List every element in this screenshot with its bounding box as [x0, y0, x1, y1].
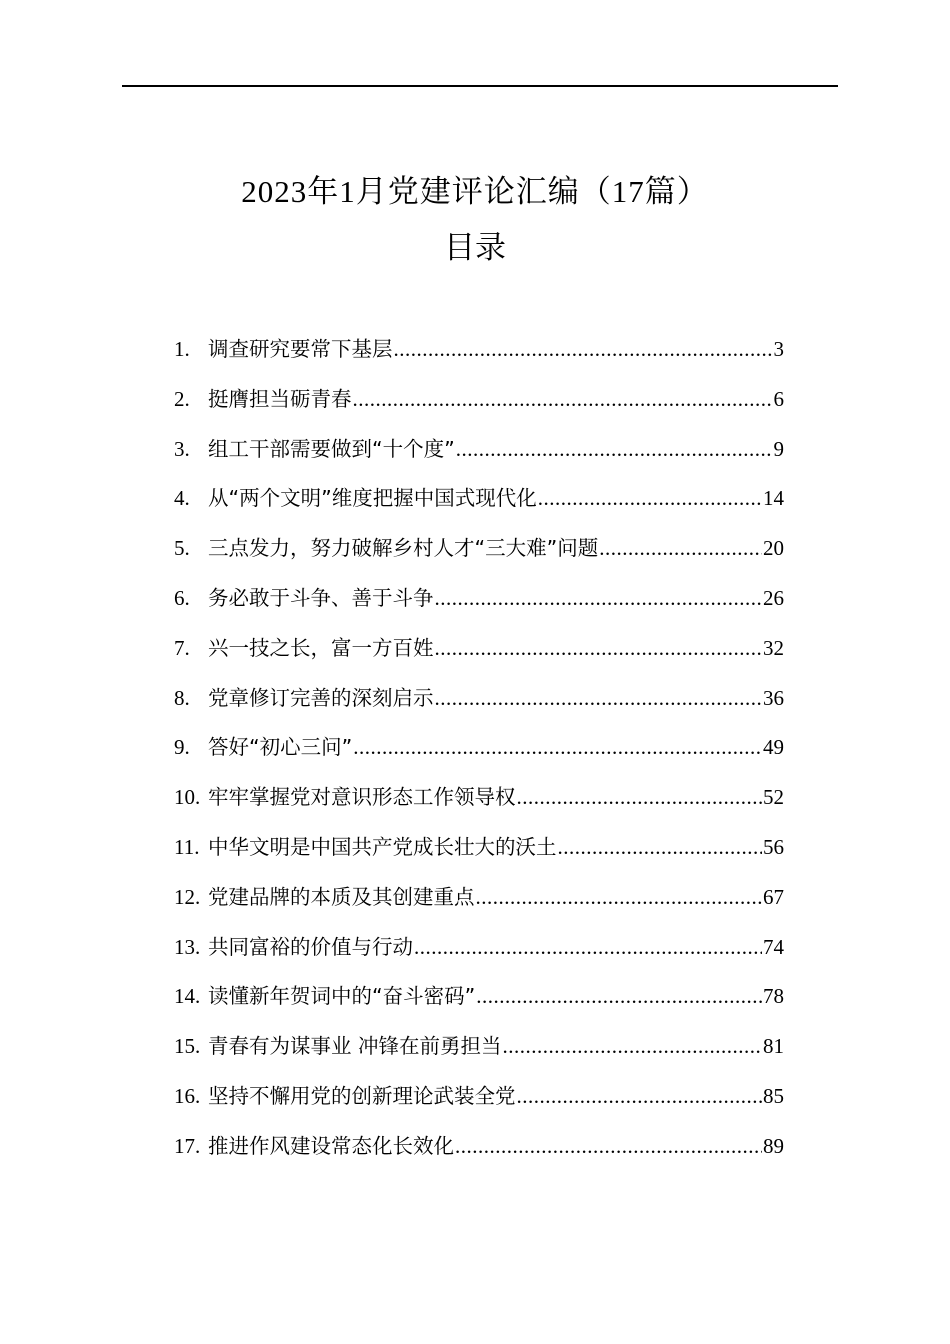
toc-dot-leader [476, 976, 762, 1016]
toc-dot-leader [455, 1126, 762, 1166]
toc-entry-number: 1. [174, 337, 190, 361]
toc-entry-page-number: 67 [763, 884, 784, 909]
toc-entry-title: 务必敢于斗争、善于斗争 [208, 585, 434, 610]
toc-dot-leader [435, 628, 763, 668]
toc-entry-page-number: 14 [763, 486, 784, 511]
toc-dot-leader [414, 927, 762, 967]
toc-dot-leader [517, 777, 763, 817]
toc-dot-leader [353, 379, 773, 419]
toc-entry-number: 3. [174, 436, 190, 461]
toc-entry-page-number: 56 [763, 834, 784, 859]
table-of-contents [174, 329, 784, 1176]
toc-entry[interactable] [174, 976, 784, 1026]
toc-entry-number: 7. [174, 635, 190, 660]
toc-dot-leader [558, 827, 763, 867]
toc-entry[interactable] [174, 777, 784, 827]
document-title: 2023年1月党建评论汇编（17篇） [241, 174, 709, 209]
toc-entry-number: 4. [174, 486, 190, 511]
toc-dot-leader [435, 678, 763, 718]
toc-dot-leader [517, 1076, 763, 1116]
toc-heading: 目录 [444, 230, 506, 266]
toc-entry-number: 9. [174, 735, 190, 760]
toc-entry-title: 党建品牌的本质及其创建重点 [208, 884, 475, 909]
toc-dot-leader [503, 1026, 762, 1066]
toc-entry-title: 挺膺担当砺青春 [208, 386, 352, 411]
toc-dot-leader [538, 478, 762, 518]
toc-entry-number: 14. [174, 984, 201, 1009]
toc-entry-number: 10. [174, 785, 201, 810]
toc-entry-title: 坚持不懈用党的创新理论武装全党 [208, 1083, 516, 1108]
toc-entry[interactable] [174, 578, 784, 628]
toc-entry-title: 青春有为谋事业 冲锋在前勇担当 [208, 1034, 502, 1059]
toc-entry-number: 13. [174, 934, 201, 959]
toc-entry-title: 推进作风建设常态化长效化 [208, 1133, 454, 1158]
toc-entry-page-number: 9 [773, 436, 784, 461]
toc-entry[interactable] [174, 1076, 784, 1126]
toc-entry[interactable] [174, 678, 784, 728]
toc-entry[interactable] [174, 478, 784, 528]
toc-dot-leader [353, 727, 762, 767]
toc-entry-page-number: 74 [763, 934, 784, 959]
toc-entry-page-number: 81 [763, 1034, 784, 1059]
toc-entry-title: 调查研究要常下基层 [208, 337, 393, 361]
toc-entry-number: 16. [174, 1083, 201, 1108]
toc-entry[interactable] [174, 877, 784, 927]
toc-entry-title: 党章修订完善的深刻启示 [208, 685, 434, 710]
toc-entry[interactable] [174, 379, 784, 429]
toc-entry-page-number: 3 [773, 337, 784, 361]
toc-entry-number: 6. [174, 585, 190, 610]
toc-entry-number: 17. [174, 1133, 201, 1158]
toc-entry-page-number: 26 [763, 585, 784, 610]
toc-dot-leader [456, 429, 773, 469]
header-rule [122, 85, 838, 87]
toc-entry-title: 读懂新年贺词中的“奋斗密码” [208, 984, 476, 1009]
toc-entry-title: 三点发力，努力破解乡村人才“三大难”问题 [208, 536, 599, 561]
toc-entry-number: 11. [174, 834, 200, 859]
toc-entry-page-number: 89 [763, 1133, 784, 1158]
toc-entry-title: 答好“初心三问” [208, 735, 353, 760]
toc-entry[interactable] [174, 329, 784, 379]
toc-entry[interactable] [174, 727, 784, 777]
toc-dot-leader [476, 877, 763, 917]
toc-entry[interactable] [174, 927, 784, 977]
toc-entry-title: 中华文明是中国共产党成长壮大的沃土 [208, 834, 557, 859]
toc-entry-title: 牢牢掌握党对意识形态工作领导权 [208, 785, 516, 810]
toc-entry-number: 12. [174, 884, 201, 909]
toc-entry-number: 2. [174, 386, 190, 411]
toc-entry[interactable] [174, 1026, 784, 1076]
toc-entry-title: 组工干部需要做到“十个度” [208, 436, 455, 461]
toc-entry-page-number: 6 [773, 386, 784, 411]
toc-entry-page-number: 32 [763, 635, 784, 660]
toc-entry-title: 兴一技之长，富一方百姓 [208, 635, 434, 660]
toc-entry-number: 8. [174, 685, 190, 710]
toc-entry-number: 15. [174, 1034, 201, 1059]
toc-dot-leader [394, 329, 773, 369]
toc-entry-page-number: 85 [763, 1083, 784, 1108]
toc-entry[interactable] [174, 429, 784, 479]
toc-entry[interactable] [174, 528, 784, 578]
toc-entry-page-number: 36 [763, 685, 784, 710]
toc-dot-leader [435, 578, 763, 618]
toc-entry-title: 共同富裕的价值与行动 [208, 934, 413, 959]
toc-entry-page-number: 78 [763, 984, 784, 1009]
toc-entry[interactable] [174, 827, 784, 877]
toc-entry-page-number: 52 [763, 785, 784, 810]
toc-entry-title: 从“两个文明”维度把握中国式现代化 [208, 486, 537, 511]
toc-entry-page-number: 20 [763, 536, 784, 561]
toc-entry[interactable] [174, 628, 784, 678]
toc-dot-leader [599, 528, 762, 568]
toc-entry[interactable] [174, 1126, 784, 1176]
toc-entry-page-number: 49 [763, 735, 784, 760]
toc-entry-number: 5. [174, 536, 190, 561]
